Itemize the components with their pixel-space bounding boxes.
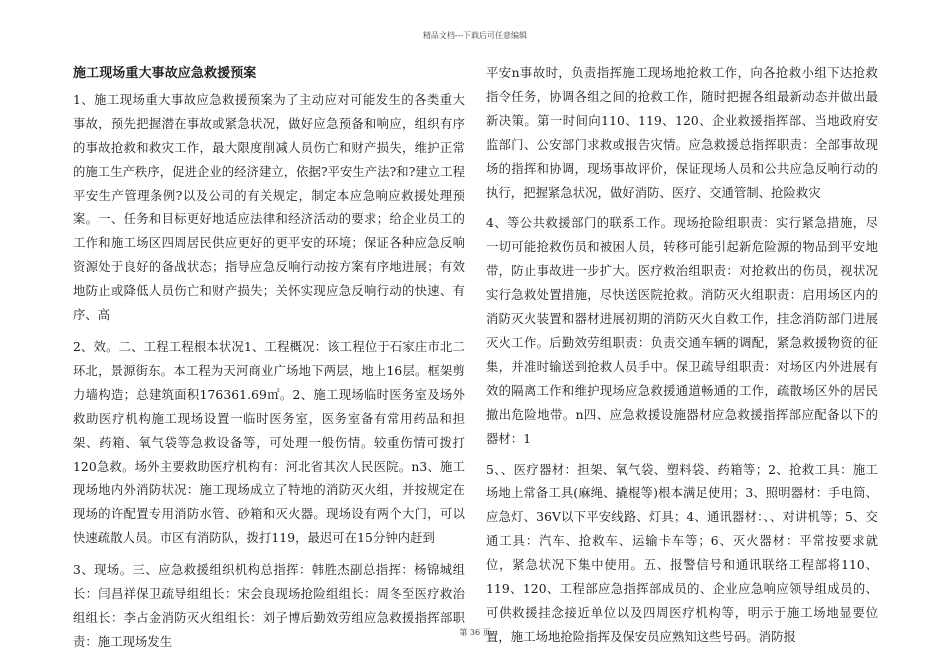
right-column [486, 62, 878, 657]
document-title: 施工现场重大事故应急救援预案 [73, 66, 257, 81]
page-number: 第 36 页 [459, 628, 491, 637]
paragraph: 5、、医疗器材：担架、氧气袋、塑料袋、药箱等；2、抢救工具：施工场地上常备工具(麻绳、撬棍等)根本满足使用；3、照明器材：手电筒、应急灯、36V以下平安线路、灯具；4、通讯器材：、、对讲机等；5、交通工具：汽车、抢救车、运输卡车等；6、灭火器材：平常按要求就位，紧急状况下集中使用。五、报警信号和通讯联络工程部将110、119、120、工程部应急指挥部成员的、企业应急响应领导组成员的、可供救援挂念接近单位以及四周医疗机构等，明示于施工场地显要位置，施工场地抢险指挥及保安员应熟知这些号码。消防报 [486, 462, 878, 644]
paragraph: 2、效。二、工程工程根本状况1、工程概况：该工程位于石家庄市北二环北，景源街东。本工程为天河商业广场地下两层，地上16层。框架剪力墙构造；总建筑面积176361.69㎡。2、施工现场临时医务室及场外救助医疗机构施工现场设置一临时医务室，医务室备有常用药品和担架、药箱、氧气袋等急救设备等，可处理一般伤情。较重伤情可拨打120急救。场外主要救助医疗机构有：河北省其次人民医院。n3、施工现场地内外消防状况：施工现场成立了特地的消防灭火组，并按规定在现场的许配置专用消防水管、砂箱和灭火器。现场设有两个大门，可以快速疏散人员。市区有消防队，拨打119，最迟可在15分钟内赶到 [73, 339, 465, 546]
paragraph: 1、施工现场重大事故应急救援预案为了主动应对可能发生的各类重大事故，预先把握潜在事故或紧急状况，做好应急预备和响应，组织有序的事故抢救和救灾工作，最大限度削减人员伤亡和财产损失，维护正常的施工生产秩序，促进企业的经济建立，依据?平安生产法?和?建立工程平安生产管理条例?以及公司的有关规定，制定本应急响应救援处理预案。一、任务和目标更好地适应法律和经济活动的要求；给企业员工的工作和施工场区四周居民供应更好的更平安的环境；保证各种应急反响资源处于良好的备战状态；指导应急反响行动按方案有序地进展；有效地防止或降低人员伤亡和财产损失；关怀实现应急反响行动的快速、有序、高 [73, 92, 465, 323]
paragraph: 3、现场。三、应急救援组织机构总指挥：韩胜杰副总指挥：杨锦城组长：闫昌祥保卫疏导组组长：宋会良现场抢险组组长：周冬至医疗救治组组长：李占金消防灭火组组长：刘子博后勤效劳组应急救援指挥部职责：施工现场发生 [73, 563, 465, 649]
paragraph: 平安n事故时，负责指挥施工现场地抢救工作，向各抢救小组下达抢救指令任务，协调各组之间的抢救工作，随时把握各组最新动态并做出最新决策。第一时间向110、119、120、企业救援指挥部、当地政府安监部门、公安部门求救或报告灾情。应急救援总指挥职责：全部事故现场的指挥和协调，现场事故评价，保证现场人员和公共应急反响行动的执行，把握紧急状况，做好消防、医疗、交通管制、抢险救灾 [486, 66, 878, 200]
header-note: 精品文档---下载后可任意编辑 [422, 31, 528, 40]
paragraph: 4、等公共救援部门的联系工作。现场抢险组职责：实行紧急措施，尽一切可能抢救伤员和被困人员，转移可能引起新危险源的物品到平安地带，防止事故进一步扩大。医疗救治组职责：对抢救出的伤员，视状况实行急救处置措施，尽快送医院抢救。消防灭火组职责：启用场区内的消防灭火装置和器材进展初期的消防灭火自救工作，挂念消防部门进展灭火工作。后勤效劳组职责：负责交通车辆的调配，紧急救援物资的征集，并准时输送到抢救人员手中。保卫疏导组职责：对场区内外进展有效的隔离工作和维护现场应急救援通道畅通的工作，疏散场区外的居民撤出危险地带。n四、应急救援设施器材应急救援指挥部应配备以下的器材：1 [486, 216, 878, 446]
left-column [73, 62, 465, 663]
